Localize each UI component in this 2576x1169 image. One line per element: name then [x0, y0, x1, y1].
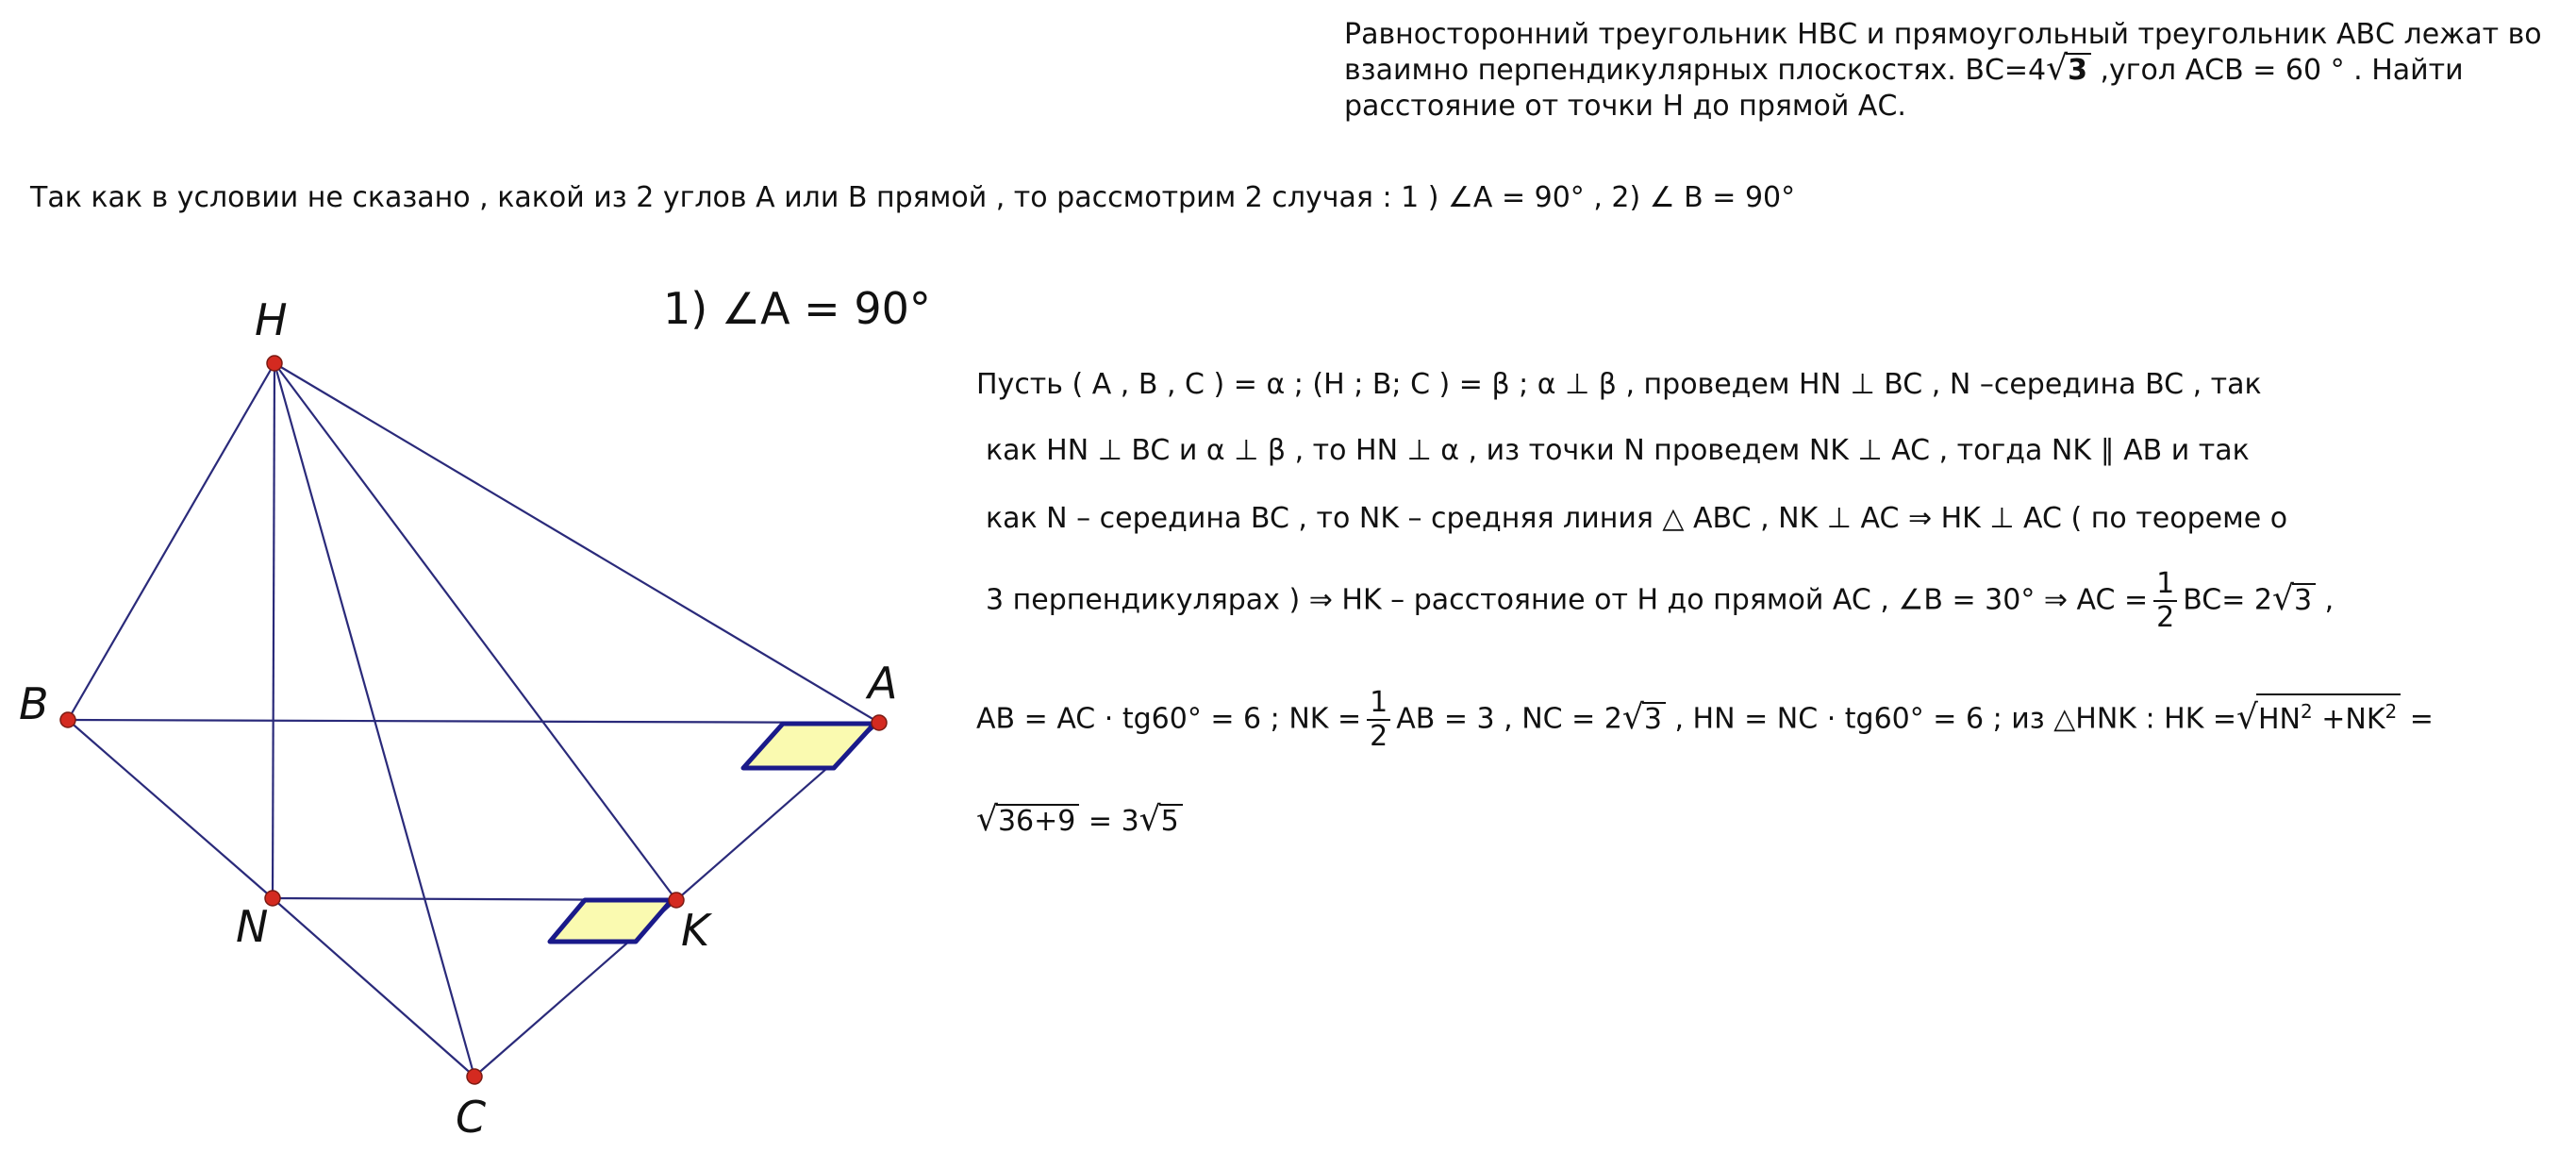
edge-BN: [68, 720, 273, 898]
radicand-nk: +NK: [2312, 702, 2385, 736]
label-H: H: [255, 294, 288, 345]
point-C: [467, 1069, 482, 1084]
radicand: 3: [2292, 583, 2316, 617]
sqrt-icon: √: [2272, 578, 2294, 618]
radicand-hn: HN: [2258, 702, 2301, 736]
fraction-numerator: 1: [1367, 687, 1390, 721]
point-B: [60, 712, 75, 727]
radicand: 5: [1159, 804, 1183, 838]
problem-line-2-end: ,угол АСВ = 60 ° . Найти: [2090, 54, 2464, 87]
sqrt-icon: √: [976, 800, 998, 839]
point-A: [872, 715, 887, 730]
problem-line-2-text: взаимно перпендикулярных плоскостях. ВС=4: [1344, 54, 2047, 87]
label-C: C: [456, 1092, 487, 1143]
sqrt-icon: √: [2046, 49, 2069, 88]
case-title: 1) ∠A = 90°: [663, 283, 931, 334]
solution-line-5-mid2: , HN = NC · tg60° = 6 ; из △HNK : HK =: [1665, 702, 2237, 736]
diagram-edges: [68, 363, 879, 1077]
solution-line-2: как HN ⊥ BC и α ⊥ β , то HN ⊥ α , из точки N проведем NK ⊥ AC , тогда NK ∥ AB и так: [986, 434, 2250, 467]
fraction-denominator: 2: [1370, 720, 1388, 753]
solution-line-5-end: =: [2401, 702, 2434, 736]
label-B: B: [19, 678, 49, 729]
label-N: N: [236, 901, 269, 952]
point-H: [267, 356, 282, 371]
radicand: 3: [1642, 702, 1666, 736]
solution-line-1: Пусть ( A , B , C ) = α ; (H ; B; C ) = β ; α ⊥ β , проведем HN ⊥ BC , N –середина BC , так: [976, 368, 2262, 401]
solution-line-4-text: 3 перпендикулярах ) ⇒ HK – расстояние от H до прямой AC , ∠B = 30° ⇒ AC =: [986, 583, 2149, 617]
problem-line-1: Равносторонний треугольник НВС и прямоугольный треугольник АВС лежат во: [1344, 18, 2542, 51]
solution-line-4-end: ,: [2316, 583, 2335, 617]
fraction-denominator: 2: [2156, 601, 2175, 634]
problem-line-3: расстояние от точки Н до прямой АС.: [1344, 90, 1906, 123]
label-A: A: [868, 658, 898, 709]
right-angle-marker-K: [550, 900, 672, 942]
right-angle-marker-A: [743, 724, 874, 768]
right-angle-markers: [550, 724, 874, 942]
label-K: K: [681, 905, 710, 956]
sqrt-icon: √: [2236, 697, 2258, 737]
problem-radicand: 3: [2066, 53, 2091, 87]
edge-HA: [274, 363, 879, 723]
edge-BA: [68, 720, 879, 723]
intro-text: Так как в условии не сказано , какой из 2 углов А или В прямой , то рассмотрим 2 случая : 1 ) ∠A = 90° , 2) ∠ B = 90°: [30, 181, 1796, 214]
sqrt-icon: √: [1621, 697, 1644, 737]
exponent: 2: [2385, 699, 2398, 723]
fraction-numerator: 1: [2153, 568, 2177, 602]
sqrt-icon: √: [1138, 800, 1161, 839]
solution-line-6-text: = 3: [1079, 805, 1139, 838]
edge-NC: [273, 898, 474, 1077]
edge-HN: [273, 363, 274, 898]
edge-HK: [274, 363, 676, 900]
edge-HB: [68, 363, 274, 720]
solution-line-5-mid1: AB = 3 , NC = 2: [1396, 702, 1622, 736]
solution-line-5-text: AB = AC · tg60° = 6 ; NK =: [976, 702, 1362, 736]
solution-line-4-mid: BC= 2: [2183, 583, 2272, 617]
exponent: 2: [2301, 699, 2313, 723]
solution-line-3: как N – середина BC , то NK – средняя линия △ ABC , NK ⊥ AC ⇒ HK ⊥ AC ( по теореме о: [986, 502, 2288, 535]
radicand: 36+9: [996, 804, 1079, 838]
